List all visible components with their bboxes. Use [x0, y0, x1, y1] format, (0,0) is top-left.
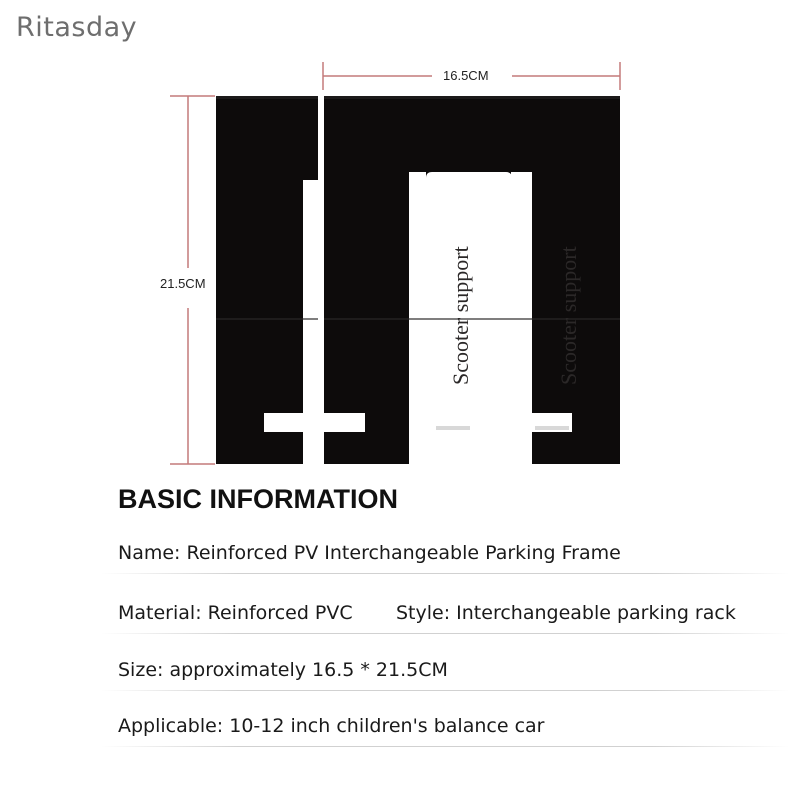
height-label: 21.5CM: [160, 276, 206, 291]
divider: [100, 633, 790, 634]
divider: [100, 746, 790, 747]
embossed-text-2: Scooter support: [556, 246, 581, 385]
info-name: Name: Reinforced PV Interchangeable Parking Frame: [118, 542, 621, 564]
divider: [100, 690, 790, 691]
info-material: Material: Reinforced PVC: [118, 602, 353, 624]
info-applicable: Applicable: 10-12 inch children's balance car: [118, 715, 545, 737]
embossed-text-1: Scooter support: [448, 246, 473, 385]
info-size: Size: approximately 16.5 * 21.5CM: [118, 659, 448, 681]
info-style: Style: Interchangeable parking rack: [396, 602, 736, 624]
brand-logo-text: Ritasday: [16, 12, 138, 43]
left-stand-piece: [216, 96, 318, 464]
divider: [100, 573, 790, 574]
width-label: 16.5CM: [443, 68, 489, 83]
section-heading: BASIC INFORMATION: [118, 484, 398, 514]
